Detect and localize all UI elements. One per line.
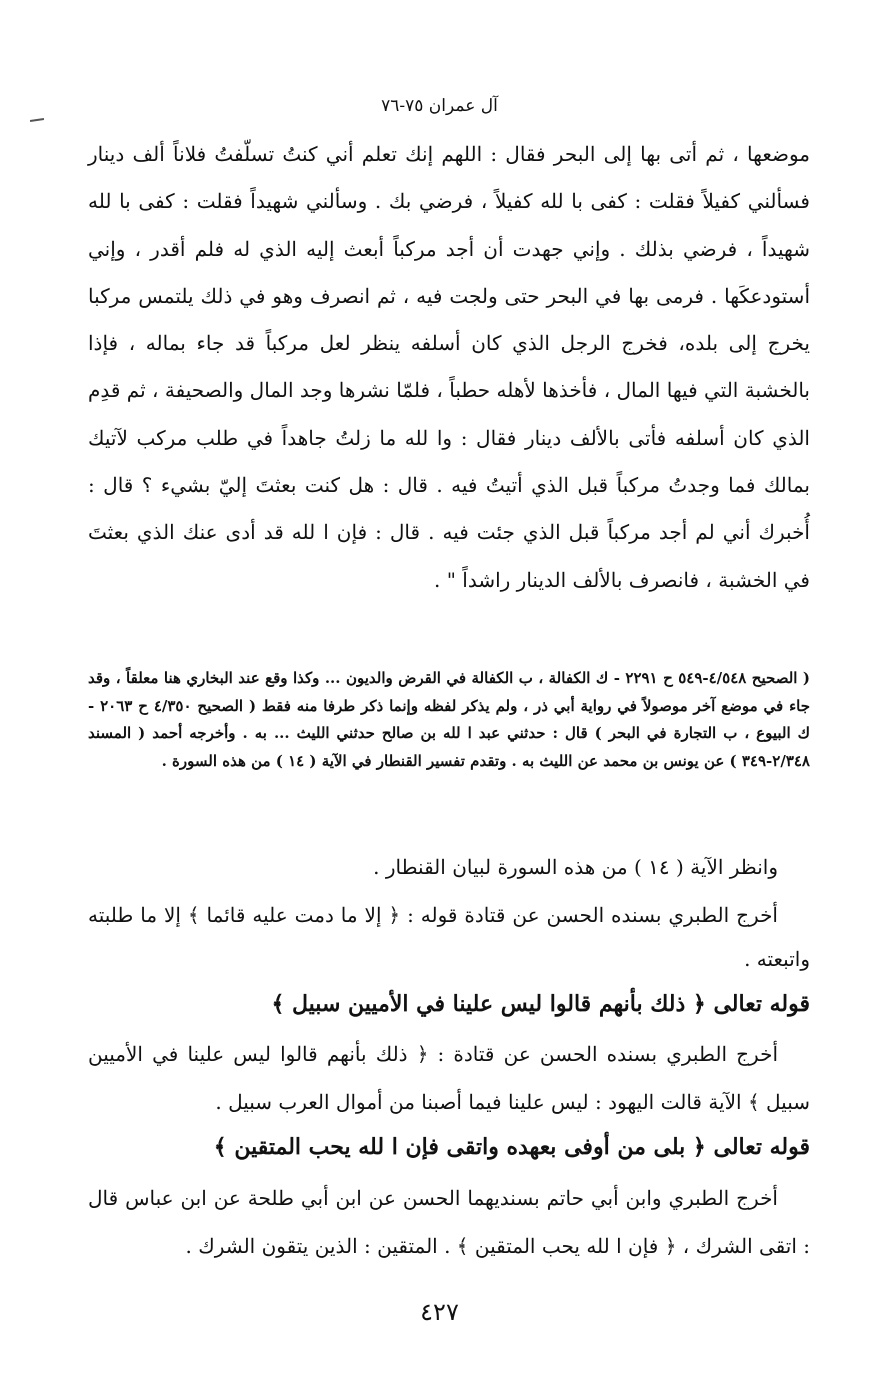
margin-mark [30, 118, 44, 122]
after-footnote [88, 845, 810, 981]
footnote [88, 665, 810, 775]
footnote-text: ( الصحيح ٤/٥٤٨-٥٤٩ ح ٢٢٩١ - ك الكفالة ، ب الكفالة في القرض والديون ... وكذا وقع عند البخاري هنا معلقاً ، وقد جاء في موضع آخر موصولاً في رواية أبي ذر ، ولم يذكر لفظه وإنما ذكر طرفا منه فقط ( الصحيح ٤/٣٥٠ ح ٢٠٦٣ - ك البيوع ، ب التجارة في البحر ) قال : حدثني عبد ا لله بن صالح حدثني الليث ... به . وأخرجه أحمد ( المسند ٢/٣٤٨-٣٤٩ ) عن يونس بن محمد عن الليث به . وتقدم تفسير القنطار في الآية ( ١٤ ) من هذه السورة . [88, 669, 810, 770]
commentary-paragraph-2: أخرج الطبري وابن أبي حاتم بسنديهما الحسن عن ابن أبي طلحة عن ابن عباس قال : اتقى الشرك ، ﴿ فإن ا لله يحب المتقين ﴾ . المتقين : الذين يتقون الشرك . [88, 1186, 810, 1258]
running-header: آل عمران ٧٥-٧٦ [381, 96, 498, 116]
main-text [88, 131, 810, 604]
verse-heading-2: قوله تعالى ﴿ بلى من أوفى بعهده واتقى فإن ا لله يحب المتقين ﴾ [213, 1134, 810, 1160]
cross-reference-paragraph: وانظر الآية ( ١٤ ) من هذه السورة لبيان القنطار . [373, 855, 778, 879]
page-number: ٤٢٧ [420, 1298, 459, 1326]
verse-heading-1: قوله تعالى ﴿ ذلك بأنهم قالوا ليس علينا في الأميين سبيل ﴾ [271, 991, 810, 1017]
commentary-paragraph-1: أخرج الطبري بسنده الحسن عن قتادة : ﴿ ذلك بأنهم قالوا ليس علينا في الأميين سبيل ﴾ الآية قالت اليهود : ليس علينا فيما أصبنا من أموال العرب سبيل . [88, 1042, 810, 1114]
hadith-paragraph: موضعها ، ثم أتى بها إلى البحر فقال : اللهم إنك تعلم أني كنتُ تسلّفتُ فلاناً ألف دينار فسألني كفيلاً فقلت : كفى با لله كفيلاً ، فرضي بك . وسألني شهيداً فقلت : كفى با لله شهيداً ، فرضي بذلك . وإني جهدت أن أجد مركباً أبعث إليه الذي له فلم أقدر ، وإني أستودعكَها . فرمى بها في البحر حتى ولجت فيه ، ثم انصرف وهو في ذلك يلتمس مركبا يخرج إلى بلده، فخرج الرجل الذي كان أسلفه ينظر لعل مركباً قد جاء بماله ، فإذا بالخشبة التي فيها المال ، فأخذها لأهله حطباً ، فلمّا نشرها وجد المال والصحيفة ، ثم قدِم الذي كان أسلفه فأتى بالألف دينار فقال : وا لله ما زلتُ جاهداً في طلب مركب لآتيك بمالك فما وجدتُ مركباً قبل الذي أتيتُ فيه . قال : هل كنت بعثتَ إليّ بشيء ؟ قال : أُخبرك أني لم أجد مركباً قبل الذي جئت فيه . قال : فإن ا لله قد أدى عنك الذي بعثتَ في الخشبة ، فانصرف بالألف الدينار راشداً " . [88, 142, 810, 592]
tabari-paragraph: أخرج الطبري بسنده الحسن عن قتادة قوله : ﴿ إلا ما دمت عليه قائما ﴾ إلا ما طلبته واتبعته . [88, 903, 810, 971]
